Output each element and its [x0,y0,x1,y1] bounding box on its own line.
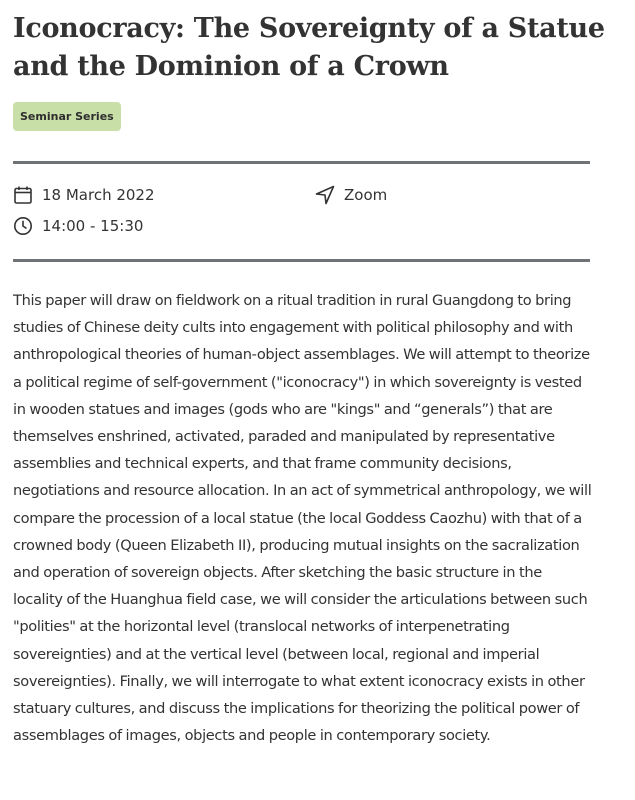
location-arrow-icon [315,185,335,205]
event-time [13,215,143,237]
event-location-text: Zoom [344,186,388,204]
event-abstract: This paper will draw on fieldwork on a ritual tradition in rural Guangdong to bring studies of Chinese deity cults into engagement with political philosophy and with anthropological theories of human-object assemblages. We will attempt to theorize a political regime of self-government ("iconocracy") in which sovereignty is vested in wooden statues and images (gods who are "kings" and “generals”) that are themselves enshrined, activated, paraded and manipulated by representative assemblies and technical experts, and that frame community decisions, negotiations and resource allocation. In an act of symmetrical anthropology, we will compare the procession of a local statue (the local Goddess Caozhu) with that of a crowned body (Queen Elizabeth II), producing mutual insights on the sacralization and operation of sovereign objects. After sketching the basic structure in the locality of the Huanghua field case, we will consider the articulations between such "polities" at the horizontal level (translocal networks of interpenetrating sovereignties) and at the vertical level (between local, regional and imperial sovereignties). Finally, we will interrogate to what extent iconocracy exists in other statuary cultures, and discuss the implications for theorizing the political power of assemblages of images, objects and people in contemporary society. [13,292,592,745]
category-badge[interactable]: Seminar Series [13,102,121,131]
event-location [315,184,387,206]
event-date-text: 18 March 2022 [42,186,155,204]
divider-top [13,161,590,164]
event-title: Iconocracy: The Sovereignty of a Statue and the Dominion of a Crown [13,13,605,82]
event-time-text: 14:00 - 15:30 [42,217,144,235]
event-date [13,184,155,206]
divider-bottom [13,259,590,262]
clock-icon [13,216,33,236]
calendar-icon [13,185,33,205]
